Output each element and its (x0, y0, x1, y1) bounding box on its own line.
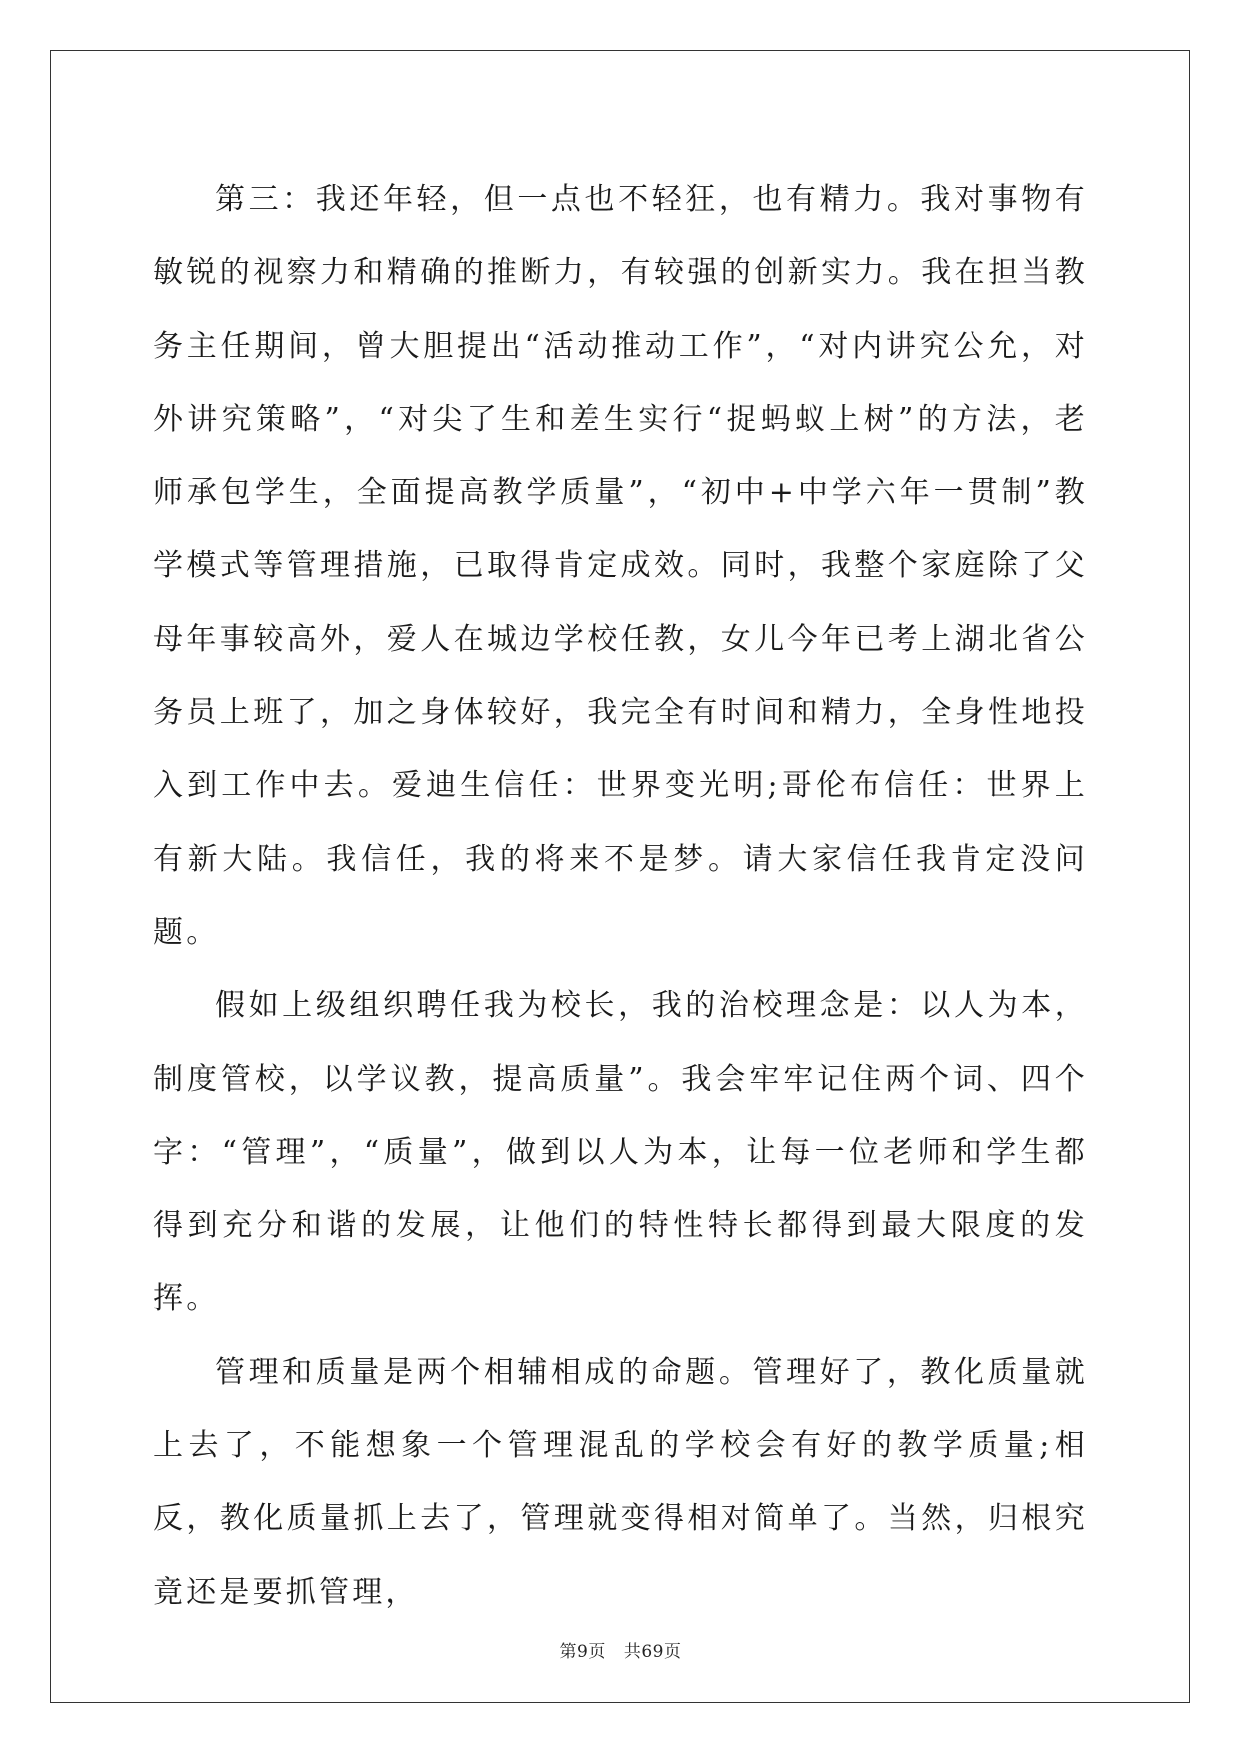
document-body (153, 163, 1088, 1629)
paragraph-1: 第三：我还年轻，但一点也不轻狂，也有精力。我对事物有敏锐的视察力和精确的推断力，有较强的创新实力。我在担当教务主任期间，曾大胆提出“活动推动工作”，“对内讲究公允，对外讲究策略”，“对尖了生和差生实行“捉蚂蚁上树”的方法，老师承包学生，全面提高教学质量”，“初中+中学六年一贯制”教学模式等管理措施，已取得肯定成效。同时，我整个家庭除了父母年事较高外，爱人在城边学校任教，女儿今年已考上湖北省公务员上班了，加之身体较好，我完全有时间和精力，全身性地投入到工作中去。爱迪生信任：世界变光明;哥伦布信任：世界上有新大陆。我信任，我的将来不是梦。请大家信任我肯定没问题。 (153, 182, 1088, 950)
paragraph-2: 假如上级组织聘任我为校长，我的治校理念是：以人为本，制度管校，以学议教，提高质量”。我会牢牢记住两个词、四个字：“管理”，“质量”，做到以人为本，让每一位老师和学生都得到充分和谐的发展，让他们的特性特长都得到最大限度的发挥。 (153, 988, 1088, 1317)
page-footer (0, 1637, 1241, 1662)
paragraph-3: 管理和质量是两个相辅相成的命题。管理好了，教化质量就上去了，不能想象一个管理混乱的学校会有好的教学质量;相反，教化质量抓上去了，管理就变得相对简单了。当然，归根究竟还是要抓管理， (153, 1354, 1088, 1610)
current-page-label: 第9页 (559, 1642, 606, 1662)
total-pages-label: 共69页 (623, 1642, 682, 1662)
